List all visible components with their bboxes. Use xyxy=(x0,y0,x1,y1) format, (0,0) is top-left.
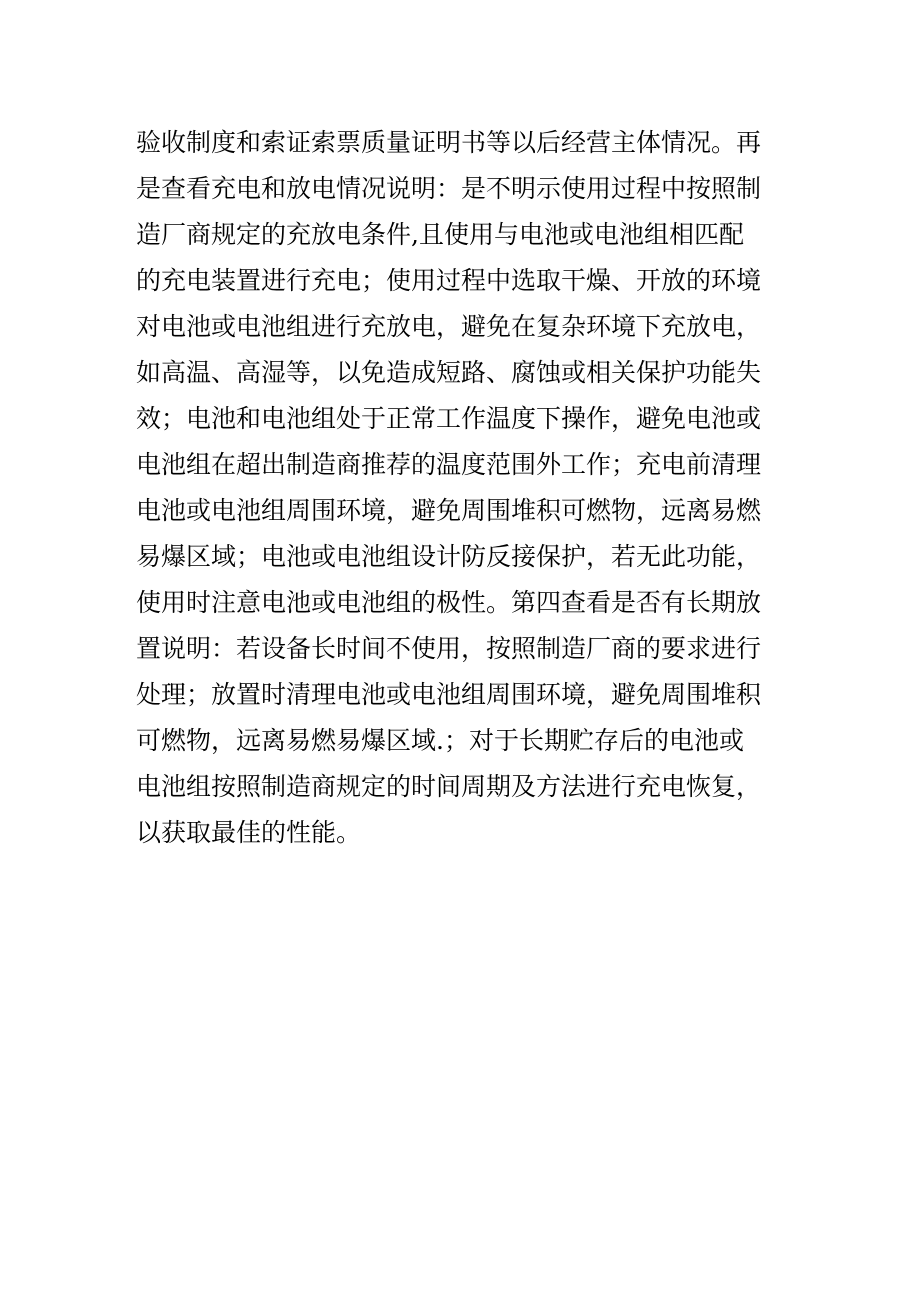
text-line-4: 的充电装置进行充电；使用过程中选取干燥、开放的环境 xyxy=(136,266,762,295)
text-line-3: 造厂商规定的充放电条件,且使用与电池或电池组相匹配 xyxy=(136,220,744,249)
text-line-11: 使用时注意电池或电池组的极性。第四查看是否有长期放 xyxy=(136,588,762,617)
body-paragraph xyxy=(136,120,796,856)
text-line-16: 以获取最佳的性能。 xyxy=(136,818,362,847)
text-line-2: 是查看充电和放电情况说明：是不明示使用过程中按照制 xyxy=(136,174,762,203)
text-line-15: 电池组按照制造商规定的时间周期及方法进行充电恢复， xyxy=(136,772,762,801)
text-line-9: 电池或电池组周围环境，避免周围堆积可燃物，远离易燃 xyxy=(136,496,762,525)
text-line-5: 对电池或电池组进行充放电，避免在复杂环境下充放电， xyxy=(136,312,762,341)
text-line-12: 置说明：若设备长时间不使用，按照制造厂商的要求进行 xyxy=(136,634,762,663)
text-line-14: 可燃物，远离易燃易爆区域.；对于长期贮存后的电池或 xyxy=(136,726,744,755)
text-line-13: 处理；放置时清理电池或电池组周围环境，避免周围堆积 xyxy=(136,680,762,709)
text-line-8: 电池组在超出制造商推荐的温度范围外工作；充电前清理 xyxy=(136,450,762,479)
text-line-10: 易爆区域；电池或电池组设计防反接保护，若无此功能， xyxy=(136,542,762,571)
text-line-7: 效；电池和电池组处于正常工作温度下操作，避免电池或 xyxy=(136,404,762,433)
text-line-1: 验收制度和索证索票质量证明书等以后经营主体情况。再 xyxy=(136,128,762,157)
text-line-6: 如高温、高湿等，以免造成短路、腐蚀或相关保护功能失 xyxy=(136,358,762,387)
